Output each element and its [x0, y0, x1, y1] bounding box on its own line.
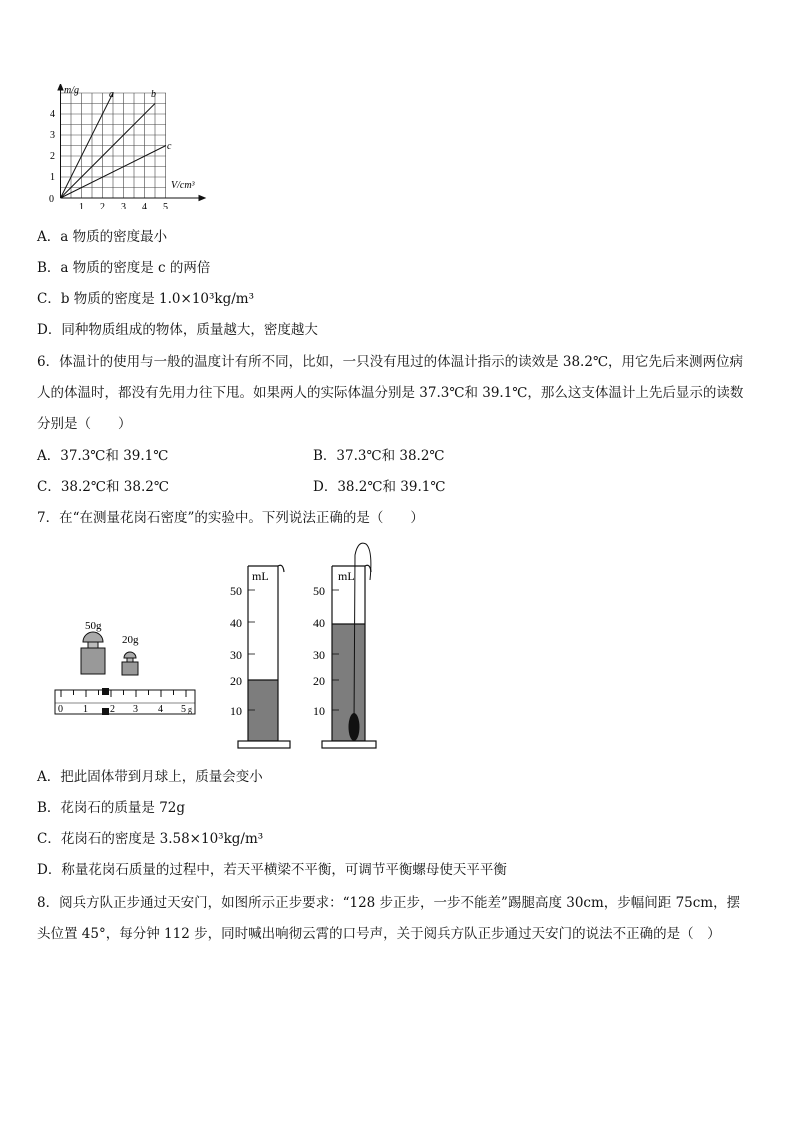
x-tick: 1 — [79, 202, 84, 209]
q7-option-c: C．花岗石的密度是 3.58×10³kg/m³ — [37, 831, 264, 847]
x-tick: 5 — [163, 202, 168, 209]
weight-50g — [81, 632, 105, 674]
y-tick: 4 — [50, 109, 55, 120]
line-b — [61, 104, 156, 199]
cylinder-1-tick: 20 — [230, 674, 242, 688]
y-tick: 2 — [50, 151, 55, 162]
balance-beam-ruler — [55, 690, 195, 714]
cylinder-1-tick: 10 — [230, 704, 242, 718]
density-apparatus-figure — [50, 540, 390, 754]
q7-option-a: A．把此固体带到月球上，质量会变小 — [37, 769, 263, 785]
line-label-a: a — [109, 89, 114, 100]
q6-option-b: B．37.3℃和 38.2℃ — [313, 448, 445, 464]
q7-option-b: B．花岗石的质量是 72g — [37, 800, 186, 816]
y-tick: 1 — [50, 172, 55, 183]
mass-volume-graph — [37, 84, 212, 209]
ruler-tick: 2 — [110, 704, 115, 715]
cylinder-1-unit: mL — [252, 569, 269, 583]
q7-option-d: D．称量花岗石质量的过程中，若天平横梁不平衡，可调节平衡螺母使天平平衡 — [37, 862, 507, 878]
q6-option-d: D．38.2℃和 39.1℃ — [313, 479, 446, 495]
q5-option-b: B．a 物质的密度是 c 的两倍 — [37, 260, 211, 276]
weight-50g-label: 50g — [85, 620, 102, 632]
q5-option-a: A．a 物质的密度最小 — [37, 229, 168, 245]
ruler-tick: 0 — [58, 704, 63, 715]
cylinder-2-tick: 30 — [313, 648, 325, 662]
granite-stone — [349, 713, 360, 741]
origin-label: 0 — [49, 194, 54, 205]
x-axis-label: V/cm³ — [171, 180, 195, 191]
q5-option-d: D．同种物质组成的物体，质量越大，密度越大 — [37, 322, 318, 338]
q5-option-c: C．b 物质的密度是 1.0×10³kg/m³ — [37, 291, 255, 307]
rider — [102, 688, 109, 695]
q8-stem-line: 头位置 45°，每分钟 112 步，同时喊出响彻云霄的口号声，关于阅兵方队正步通过天安门的说法不正确的是（ ） — [37, 926, 721, 942]
x-tick: 2 — [100, 202, 105, 209]
q7-stem: 7．在“在测量花岗石密度”的实验中。下列说法正确的是（ ） — [37, 510, 424, 526]
measuring-cylinder-2 — [322, 565, 376, 748]
cylinder-2-tick: 20 — [313, 674, 325, 688]
q6-option-c: C．38.2℃和 38.2℃ — [37, 479, 169, 495]
y-axis-label: m/g — [64, 85, 79, 96]
weight-20g-label: 20g — [122, 634, 139, 646]
weight-20g — [122, 652, 138, 675]
q6-stem-line: 人的体温时，都没有先用力往下甩。如果两人的实际体温分别是 37.3℃和 39.1℃，那么这支体温计上先后显示的读数 — [37, 385, 744, 401]
q8-stem-line: 8．阅兵方队正步通过天安门，如图所示正步要求：“128 步正步，一步不能差”踢腿高度 30cm，步幅间距 75cm，摆 — [37, 895, 741, 911]
rider — [102, 708, 109, 715]
ruler-tick: 4 — [158, 704, 163, 715]
q6-stem-line: 分别是（ ） — [37, 416, 132, 432]
cylinder-2-unit: mL — [338, 569, 355, 583]
q6-stem-line: 6．体温计的使用与一般的温度计有所不同，比如，一只没有甩过的体温计指示的读效是 38.2℃，用它先后来测两位病 — [37, 354, 744, 370]
x-tick: 3 — [121, 202, 126, 209]
cylinder-2-tick: 50 — [313, 584, 325, 598]
line-label-b: b — [151, 89, 156, 100]
cylinder-1-tick: 50 — [230, 584, 242, 598]
cylinder-2-tick: 10 — [313, 704, 325, 718]
ruler-tick: 5 — [181, 704, 186, 715]
ruler-tick: 3 — [133, 704, 138, 715]
cylinder-1-tick: 40 — [230, 616, 242, 630]
measuring-cylinder-1 — [238, 565, 290, 748]
cylinder-2-tick: 40 — [313, 616, 325, 630]
q6-option-a: A．37.3℃和 39.1℃ — [37, 448, 169, 464]
x-tick: 4 — [142, 202, 147, 209]
ruler-unit: g — [188, 705, 192, 714]
cylinder-1-tick: 30 — [230, 648, 242, 662]
y-tick: 3 — [50, 130, 55, 141]
line-label-c: c — [167, 141, 172, 152]
ruler-tick: 1 — [83, 704, 88, 715]
